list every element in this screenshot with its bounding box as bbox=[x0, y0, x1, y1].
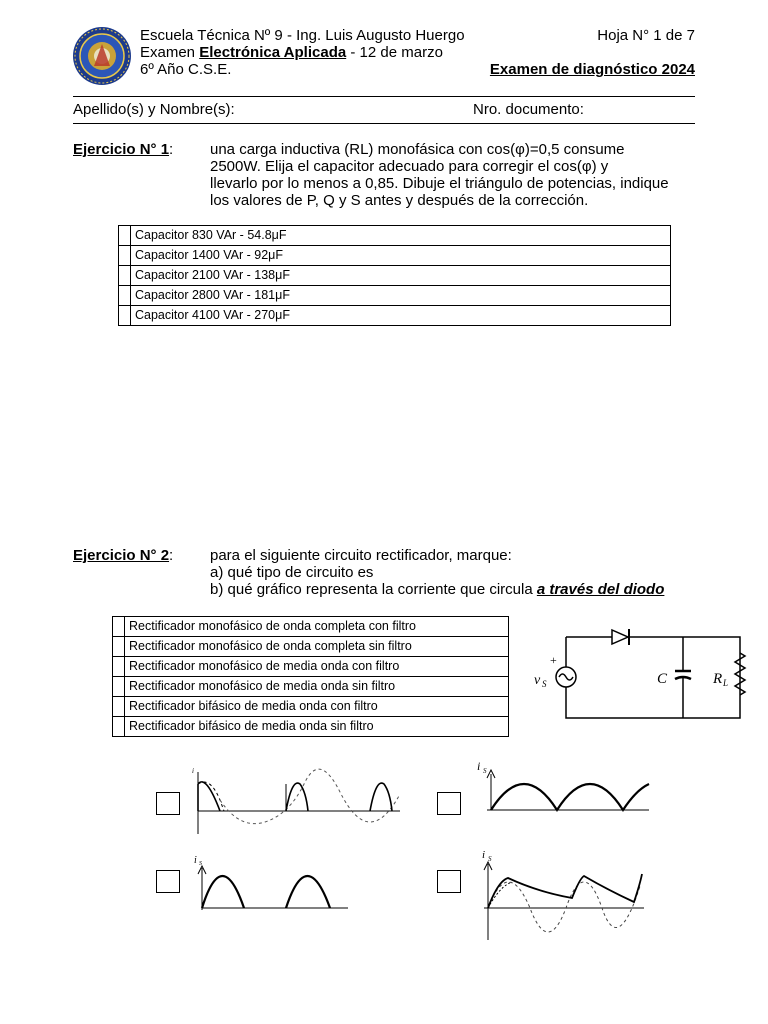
graph-3-axis-subscript: S bbox=[199, 861, 202, 867]
school-name: Escuela Técnica Nº 9 - Ing. Luis Augusto Huergo bbox=[140, 27, 465, 44]
graph-4-axis-label: i bbox=[482, 849, 486, 861]
graph-3-axis-label: i bbox=[194, 855, 197, 866]
sheet-number: Hoja N° 1 de 7 bbox=[597, 27, 695, 44]
option-checkbox[interactable] bbox=[119, 226, 131, 246]
option-checkbox[interactable] bbox=[119, 306, 131, 326]
ex2-title: Ejercicio N° 2 bbox=[73, 547, 170, 564]
table-row[interactable] bbox=[119, 306, 671, 326]
student-divider bbox=[73, 123, 695, 124]
graph-option-2-checkbox[interactable] bbox=[437, 792, 461, 815]
option-checkbox[interactable] bbox=[113, 657, 125, 677]
table-row[interactable] bbox=[113, 717, 509, 737]
graph-option-3-checkbox[interactable] bbox=[156, 870, 180, 893]
exam-subject: Electrónica Aplicada bbox=[199, 44, 347, 61]
rectifier-circuit bbox=[530, 620, 750, 730]
capacitor-label: C bbox=[657, 671, 668, 687]
table-row[interactable] bbox=[113, 617, 509, 637]
option-label: Rectificador monofásico de onda completa sin filtro bbox=[125, 637, 509, 657]
table-row[interactable] bbox=[113, 677, 509, 697]
source-label: v bbox=[534, 673, 541, 688]
emphasis-diode: a través del diodo bbox=[536, 581, 665, 598]
exam-type: Examen de diagnóstico 2024 bbox=[489, 61, 695, 78]
graph-2-axis-label: i bbox=[477, 759, 481, 773]
graph-4-axis-subscript: S bbox=[488, 855, 492, 863]
name-label: Apellido(s) y Nombre(s): bbox=[73, 101, 235, 118]
source-polarity: + bbox=[550, 653, 557, 667]
ex2-title-line: Ejercicio N° 2: bbox=[73, 547, 174, 564]
option-label: Capacitor 2100 VAr - 138μF bbox=[131, 266, 671, 286]
exam-subject-line: Examen Electrónica Aplicada - 12 de marzo bbox=[140, 44, 443, 61]
graph-option-1-checkbox[interactable] bbox=[156, 792, 180, 815]
graph-option-1 bbox=[190, 764, 410, 836]
option-label: Capacitor 2800 VAr - 181μF bbox=[131, 286, 671, 306]
table-row[interactable] bbox=[113, 697, 509, 717]
option-checkbox[interactable] bbox=[119, 266, 131, 286]
option-label: Rectificador monofásico de media onda sin filtro bbox=[125, 677, 509, 697]
table-row[interactable] bbox=[113, 637, 509, 657]
option-checkbox[interactable] bbox=[119, 246, 131, 266]
option-checkbox[interactable] bbox=[113, 617, 125, 637]
graph-option-3 bbox=[190, 852, 350, 914]
option-checkbox[interactable] bbox=[113, 677, 125, 697]
graph-option-4-checkbox[interactable] bbox=[437, 870, 461, 893]
table-row[interactable] bbox=[119, 246, 671, 266]
ex2-options-table bbox=[112, 616, 509, 737]
table-row[interactable] bbox=[119, 266, 671, 286]
source-subscript: S bbox=[542, 679, 547, 689]
option-label: Rectificador bifásico de media onda con filtro bbox=[125, 697, 509, 717]
graph-2-axis-subscript: S bbox=[483, 767, 487, 775]
course: 6º Año C.S.E. bbox=[140, 61, 232, 78]
document-label: Nro. documento: bbox=[473, 101, 584, 118]
graph-1-axis-label: i bbox=[192, 767, 194, 775]
table-row[interactable] bbox=[119, 226, 671, 246]
option-checkbox[interactable] bbox=[113, 637, 125, 657]
resistor-subscript: L bbox=[723, 678, 729, 688]
resistor-label: R bbox=[713, 671, 723, 687]
option-label: Rectificador monofásico de onda completa con filtro bbox=[125, 617, 509, 637]
option-label: Capacitor 830 VAr - 54.8μF bbox=[131, 226, 671, 246]
ex1-statement: una carga inductiva (RL) monofásica con cos(φ)=0,5 consume 2500W. Elija el capacitor adecuado para corregir el cos(φ) y llevarlo por lo menos a 0,85. Dibuje el triángulo de potencias, indique los valores de P, Q y S antes y después de la corrección. bbox=[210, 141, 669, 209]
option-checkbox[interactable] bbox=[113, 717, 125, 737]
option-checkbox[interactable] bbox=[119, 286, 131, 306]
option-label: Rectificador monofásico de media onda con filtro bbox=[125, 657, 509, 677]
ex1-options-table bbox=[118, 225, 671, 326]
school-logo bbox=[72, 26, 132, 86]
option-label: Capacitor 4100 VAr - 270μF bbox=[131, 306, 671, 326]
option-label: Capacitor 1400 VAr - 92μF bbox=[131, 246, 671, 266]
graph-option-4 bbox=[478, 846, 648, 944]
ex1-title: Ejercicio N° 1 bbox=[73, 141, 170, 158]
option-label: Rectificador bifásico de media onda sin filtro bbox=[125, 717, 509, 737]
table-row[interactable] bbox=[113, 657, 509, 677]
table-row[interactable] bbox=[119, 286, 671, 306]
ex2-statement: para el siguiente circuito rectificador, marque: a) qué tipo de circuito es b) qué gráfico representa la corriente que circula a través del diodo bbox=[210, 547, 665, 598]
header-divider bbox=[73, 96, 695, 97]
option-checkbox[interactable] bbox=[113, 697, 125, 717]
ex1-title-line: Ejercicio N° 1: bbox=[73, 141, 174, 158]
graph-option-2 bbox=[473, 758, 653, 818]
